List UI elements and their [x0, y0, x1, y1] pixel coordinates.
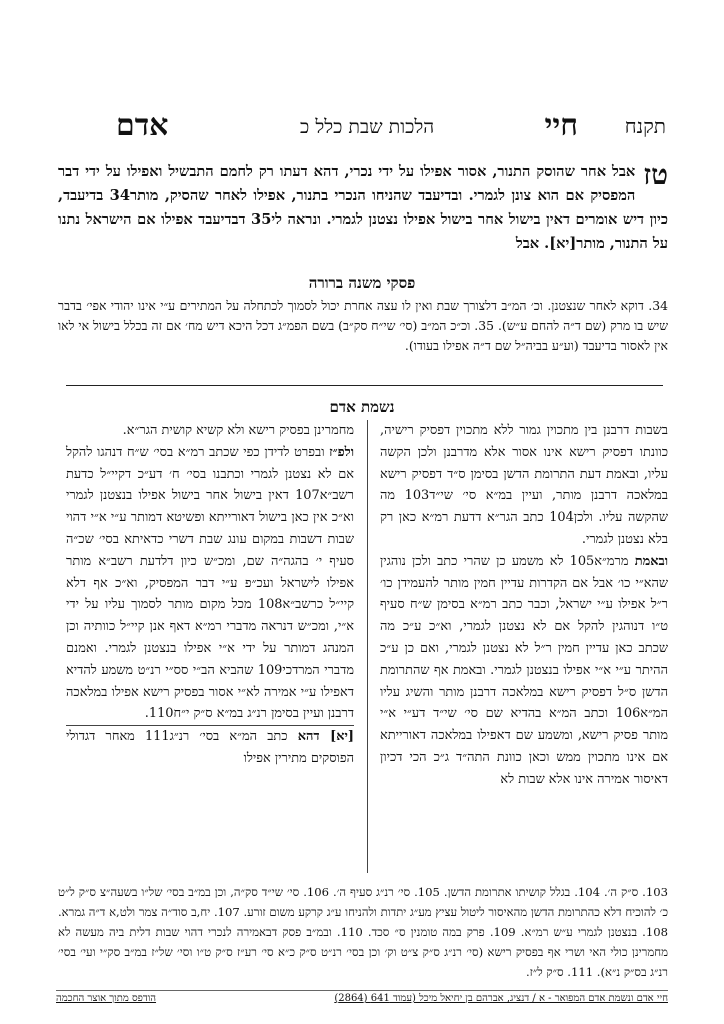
commentary-paragraph — [66, 725, 354, 770]
source-credit[interactable]: חיי אדם ונשמת אדם המפואר - א / דנציג, אברהם בן יחיאל מיכל (עמוד 641 (2864) — [334, 993, 668, 1004]
column-separator — [367, 420, 368, 873]
commentary-left-column — [66, 420, 354, 770]
commentary-text: כתב המ״א בסי׳ רנ״ג111 מאחר דגדולי הפוסקים מתירין אפילו — [66, 729, 354, 766]
commentary-text: מחמרינן בפסיק רישא ולא קשיא קושית הגר״א. — [122, 423, 354, 438]
bottom-rule — [56, 990, 668, 991]
page-header — [60, 108, 666, 148]
paragraph-number: טז — [643, 158, 668, 191]
commentary-text: בשבות דרבנן בין מתכוין גמור ללא מתכוין דפסיק רישיה, כוונתו דפסיק רישא אינו אסור אלא מדרבנן ולכן הקשה עליו, ובאמת דעת התרומת הדשן בסימן ס״ד דפסיק רישא במלאכה דרבנן מותר, ועיין במ״א סי׳ שי״ד103 מה שהקשה עליו. ולכן104 כתב הגר״א דדעת רמ״א כאן רק בלא נצטנן לגמרי. — [380, 423, 669, 547]
commentary-paragraph — [380, 551, 668, 791]
commentary-right-column — [380, 420, 668, 791]
running-title-left: אדם — [116, 108, 169, 143]
mishna-berura-title: פסקי משנה ברורה — [308, 274, 416, 292]
print-credit-link[interactable]: הודפס מתוך אוצר החכמה — [56, 993, 157, 1004]
section-title: הלכות שבת כלל כ — [300, 116, 435, 138]
commentary-text: מרמ״א105 לא משמע כן שהרי כתב ולכן נוהגין שהא״י כו׳ אבל אם הקדרות עדיין חמין מותר להעמידן כו׳ ר״ל אפילו ע״י ישראל, וכבר כתב רמ״א בסימן ש״ח סעיף ט״ו דנוהגין להקל אם לא נצטנן לגמרי, וא״כ ע״כ מה שכתב כאן עדיין חמין ר״ל לא נצטנן לגמרי, ואם כן ע״כ ההיתר ע״י א״י אפילו בנצטנן לגמרי. ובאמת אף שהתרומת הדשן ס״ל דפסיק רישא במלאכה דרבנן מותר והשיג עליו המ״א106 וכתב המ״א בהדיא שם סי׳ שי״ד דע״י א״י מותר פסיק רישא, ומשמע שם דאפילו במלאכה דאורייתא אם אינו מתכוין ממש וכאן כוונת התה״ד ג״כ הכי דכיון דאיסור אמירה אינו אלא שבות לא — [380, 553, 668, 787]
paragraph-lead-word: ולפ״ז — [329, 444, 354, 460]
nishmat-adam-title: נשמת אדם — [329, 398, 395, 416]
section-divider — [66, 385, 663, 386]
page-number: תקנח — [624, 114, 666, 138]
commentary-paragraph — [66, 442, 354, 725]
footnotes: 103. ס״ק ה׳. 104. בגלל קושיתו אתרומת הדשן. 105. סי׳ רנ״ג סעיף ה׳. 106. סי׳ שי״ד סק״ה, וכן במ״ב בסי׳ של״ו בשעה״צ ס״ק ל״ט כ׳ להוכיח דלא כהתרומת הדשן מהאיסור ליטול עציץ מע״ג יתדות ולהניחו ע״ג קרקע משום זורע. 107. יח,ב סוד״ה צמר ולט,א ד״ה גמרא. 108. בנצטנן לגמרי ע״ש רמ״א. 109. פרק במה טומנין ס״ סכד. 110. ובמ״ב פסק דבאמירה לנכרי דהוי שבות דלית ביה מעשה לא מחמרינן כולי האי ושרי אף בפסיק רישא (סי׳ רנ״ג ס״ק צ״ט וק׳ וכן בסי׳ רנ״ט ס״ק כ״א סי׳ רע״ז ס״ק ט״ו וסי׳ של״ז במ״ב סק״י ועי׳ בסי׳ רנ״ג בס״ק נ״א). 111. ס״ק ל״ז. — [58, 885, 669, 979]
paragraph-lead-word: [יא] דהא — [297, 729, 354, 745]
main-paragraph: אבל אחר שהוסק התנור, אסור אפילו על ידי נכרי, דהא דעתו רק לחמם התבשיל ואפילו על ידי דבר המפסיק אם הוא צונן לגמרי. ובדיעבד שהניחו הנכרי בתנור, אפילו לאחר שהסיק, מותר34 בדיעבד, כיון דיש אומרים דאין בישול אחר בישול אפילו נצטנן לגמרי. ונראה לי35 דבדיעבד אפילו אם הישראל נתנו על התנור, מותר[יא]. אבל — [58, 163, 668, 252]
paragraph-lead-word: ובאמת — [634, 553, 668, 569]
commentary-paragraph — [380, 420, 668, 551]
main-text — [58, 160, 668, 256]
mishna-berura-text: 34. דוקא לאחר שנצטנן. וכ׳ המ״ב דלצורך שבת ואין לו עצה אחרת יכול לסמוך לכתחלה על המתירים ע״י אינו יהודי אפי׳ בדבר שיש בו מרק (שם ד״ה להחם ע״ש). 35. וכ״כ המ״ב (סי׳ שי״ח סק״ב) בשם הפמ״ג דכל היכא דיש מח׳ אם זה בכלל בישול אי לאו אין לאסור בדיעבד (וע״ע בביה״ל שם ד״ה אפילו בעודו). — [58, 298, 669, 353]
running-title-right: חיי — [544, 108, 578, 143]
commentary-text: ובפרט לדידן כפי שכתב רמ״א בסי׳ ש״ח דנהגו להקל אם לא נצטנן לגמרי וכתבנו בסי׳ ח׳ דע״כ דקיי״ל כדעת רשב״א107 דאין בישול אחר בישול אפילו בנצטנן לגמרי וא״כ אין כאן בישול דאורייתא ופשיטא דמותר ע״י א״י דהוי שבות דשבות במקום עונג שבת דשרי כדאיתא בסי׳ שכ״ה סעיף י׳ בהגה״ה שם, ומכ״ש כיון דלדעת רשב״א מותר אפילו לישראל ועכ״פ ע״י דבר המפסיק, וא״כ אף דלא קיי״ל כרשב״א108 מכל מקום מותר לסמוך עליו על ידי א״י, ומכ״ש דנראה מדברי רמ״א דאף אנן קיי״ל כוותיה וכן המנהג דמותר על ידי א״י אפילו בנצטנן לגמרי. ואמנם מדברי המרדכי109 שהביא הב״י סס״י רנ״ט משמע להדיא דאפילו ע״י אמירה לא״י אסור בפסיק רישא אפילו במלאכה דרבנן ועיין בסימן רנ״ג במ״א ס״ק י״ח110. — [66, 444, 354, 722]
commentary-paragraph — [66, 420, 354, 442]
